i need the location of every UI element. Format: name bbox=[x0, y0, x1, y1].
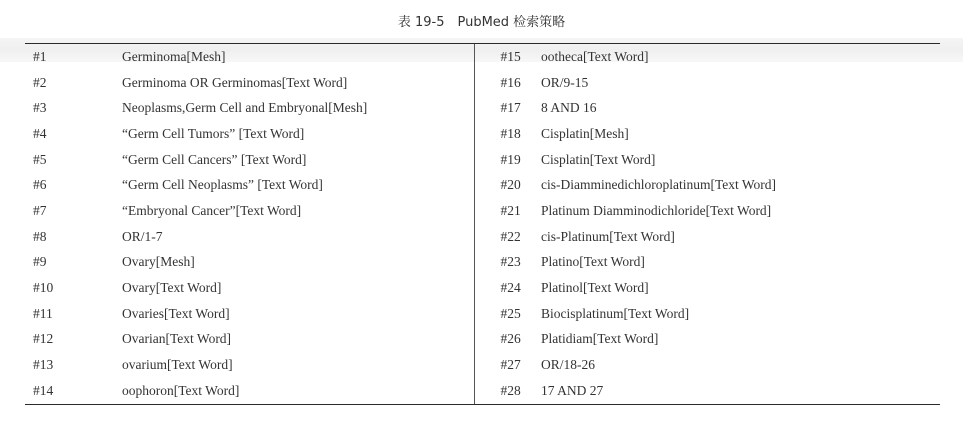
right-query: OR/9-15 bbox=[541, 74, 589, 90]
left-step-number: #1 bbox=[33, 48, 47, 64]
right-step-number: #22 bbox=[500, 228, 521, 244]
table-row bbox=[25, 250, 940, 276]
left-query: Germinoma OR Germinomas[Text Word] bbox=[122, 70, 474, 96]
right-query: OR/18-26 bbox=[541, 357, 595, 373]
right-step-number: #18 bbox=[500, 125, 521, 141]
right-query: Platidiam[Text Word] bbox=[541, 331, 659, 347]
table-row bbox=[25, 95, 940, 121]
table-row bbox=[25, 172, 940, 198]
right-query: Platinum Diamminodichloride[Text Word] bbox=[541, 202, 772, 218]
left-query: Ovarian[Text Word] bbox=[122, 327, 474, 353]
right-query: 8 AND 16 bbox=[541, 100, 597, 116]
right-query: cis-Platinum[Text Word] bbox=[541, 228, 675, 244]
left-step-number: #7 bbox=[33, 202, 47, 218]
right-query: Biocisplatinum[Text Word] bbox=[541, 305, 690, 321]
right-query: Platinol[Text Word] bbox=[541, 280, 649, 296]
left-query: OR/1-7 bbox=[122, 224, 474, 250]
right-query: ootheca[Text Word] bbox=[541, 48, 649, 64]
search-strategy-table bbox=[25, 43, 940, 405]
right-query: cis-Diamminedichloroplatinum[Text Word] bbox=[541, 177, 777, 193]
right-query: Cisplatin[Mesh] bbox=[541, 125, 629, 141]
left-step-number: #14 bbox=[33, 382, 54, 398]
right-step-number: #16 bbox=[500, 74, 521, 90]
left-step-number: #9 bbox=[33, 254, 47, 270]
right-step-number: #21 bbox=[500, 202, 521, 218]
right-query: Platino[Text Word] bbox=[541, 254, 645, 270]
table-row bbox=[25, 198, 940, 224]
left-query: “Embryonal Cancer”[Text Word] bbox=[122, 198, 474, 224]
right-step-number: #19 bbox=[500, 151, 521, 167]
left-query: “Germ Cell Cancers” [Text Word] bbox=[122, 147, 474, 173]
right-query: Cisplatin[Text Word] bbox=[541, 151, 656, 167]
left-query: “Germ Cell Tumors” [Text Word] bbox=[122, 121, 474, 147]
right-step-number: #24 bbox=[500, 280, 521, 296]
left-query: ovarium[Text Word] bbox=[122, 352, 474, 378]
table-row bbox=[25, 327, 940, 353]
left-query: Ovary[Text Word] bbox=[122, 275, 474, 301]
left-query: Germinoma[Mesh] bbox=[122, 44, 474, 70]
table-title: 表 19-5 PubMed 检索策略 bbox=[397, 15, 566, 30]
table-row bbox=[25, 224, 940, 250]
right-query: 17 AND 27 bbox=[541, 382, 604, 398]
left-query: Ovary[Mesh] bbox=[122, 250, 474, 276]
table-row bbox=[25, 378, 940, 404]
left-step-number: #3 bbox=[33, 100, 47, 116]
table-row bbox=[25, 44, 940, 70]
table-row bbox=[25, 147, 940, 173]
left-step-number: #2 bbox=[33, 74, 47, 90]
right-step-number: #17 bbox=[500, 100, 521, 116]
left-step-number: #11 bbox=[33, 305, 53, 321]
right-step-number: #20 bbox=[500, 177, 521, 193]
left-query: Ovaries[Text Word] bbox=[122, 301, 474, 327]
table-row bbox=[25, 121, 940, 147]
right-step-number: #25 bbox=[500, 305, 521, 321]
left-query: “Germ Cell Neoplasms” [Text Word] bbox=[122, 172, 474, 198]
left-step-number: #8 bbox=[33, 228, 47, 244]
right-step-number: #27 bbox=[500, 357, 521, 373]
left-query: oophoron[Text Word] bbox=[122, 378, 474, 404]
table-row bbox=[25, 70, 940, 96]
left-query: Neoplasms,Germ Cell and Embryonal[Mesh] bbox=[122, 95, 474, 121]
left-step-number: #10 bbox=[33, 280, 54, 296]
table-row bbox=[25, 352, 940, 378]
left-step-number: #5 bbox=[33, 151, 47, 167]
table-row bbox=[25, 301, 940, 327]
left-step-number: #4 bbox=[33, 125, 47, 141]
right-step-number: #26 bbox=[500, 331, 521, 347]
left-step-number: #13 bbox=[33, 357, 54, 373]
right-step-number: #28 bbox=[500, 382, 521, 398]
right-step-number: #23 bbox=[500, 254, 521, 270]
left-step-number: #12 bbox=[33, 331, 54, 347]
left-step-number: #6 bbox=[33, 177, 47, 193]
right-step-number: #15 bbox=[500, 48, 521, 64]
table-row bbox=[25, 275, 940, 301]
